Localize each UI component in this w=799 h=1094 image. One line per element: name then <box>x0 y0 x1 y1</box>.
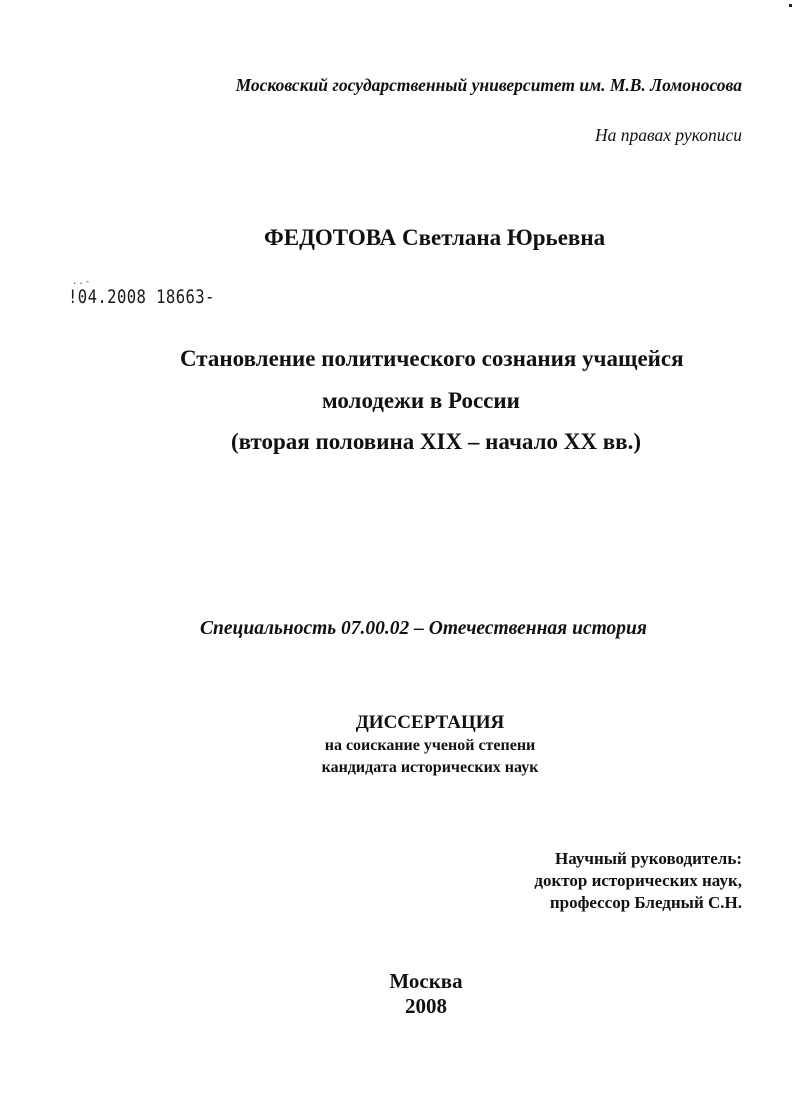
author-name: ФЕДОТОВА Светлана Юрьевна <box>264 225 606 250</box>
dissertation-degree-line-2: кандидата исторических наук <box>321 759 539 776</box>
city: Москва <box>389 969 463 993</box>
advisor-degree: доктор исторических наук, <box>534 871 742 890</box>
scan-artifact-mark <box>789 4 792 7</box>
thesis-title-line-1: Становление политического сознания учащейся <box>180 346 684 371</box>
thesis-title-line-3: (вторая половина XIX – начало XX вв.) <box>231 429 641 454</box>
advisor-name: профессор Бледный С.Н. <box>549 893 742 912</box>
speciality: Специальность 07.00.02 – Отечественная история <box>200 618 647 639</box>
university-name: Московский государственный университет им. М.В. Ломоносова <box>235 75 742 95</box>
archive-stamp-marks: ..- <box>72 277 92 287</box>
archive-stamp-number: !04.2008 18663- <box>68 286 215 308</box>
thesis-title-line-2: молодежи в России <box>322 388 520 413</box>
dissertation-label: ДИССЕРТАЦИЯ <box>355 712 505 733</box>
manuscript-note: На правах рукописи <box>595 125 742 145</box>
year: 2008 <box>405 994 447 1018</box>
advisor-heading: Научный руководитель: <box>555 849 742 868</box>
dissertation-degree-line-1: на соискание ученой степени <box>324 737 536 754</box>
